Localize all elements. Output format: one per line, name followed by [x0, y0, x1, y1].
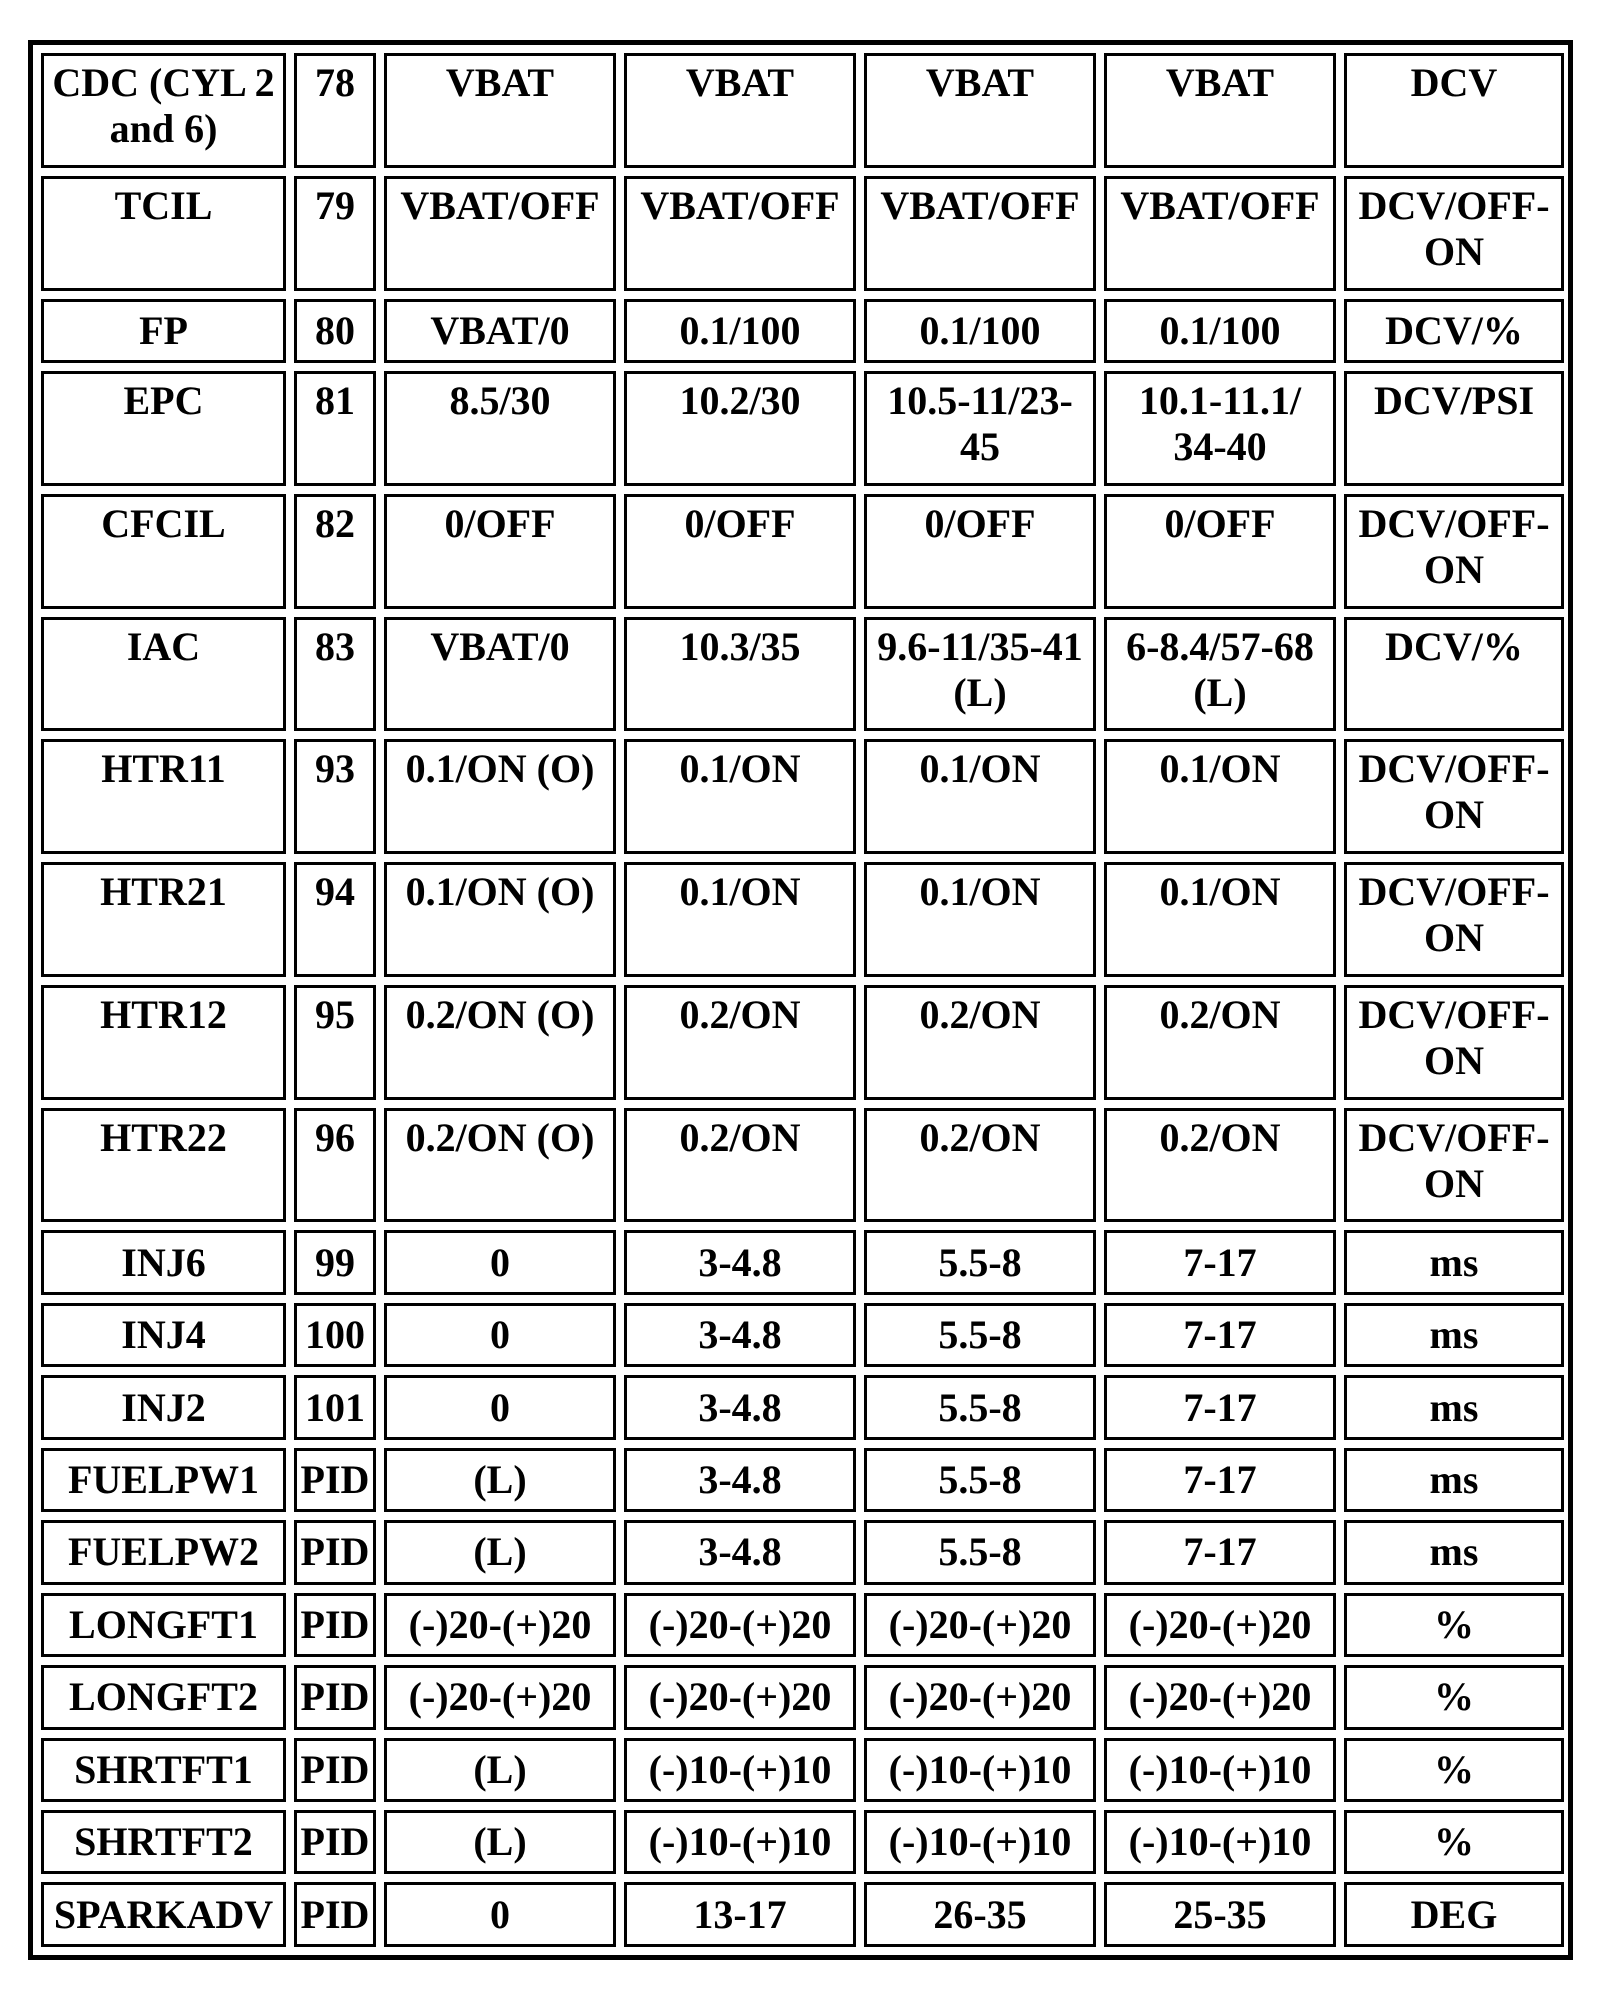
pin-cell: 79 [294, 176, 376, 291]
value-cell: 6-8.4/57-68 (L) [1104, 617, 1336, 732]
value-cell: 0.2/ON [864, 1108, 1096, 1223]
table-row [41, 299, 1564, 363]
data-table [33, 45, 1572, 1955]
value-cell: (L) [384, 1738, 616, 1802]
table-row [41, 1882, 1564, 1947]
value-cell: 0.2/ON [1104, 985, 1336, 1100]
pin-cell: PID [294, 1738, 376, 1802]
table-row [41, 985, 1564, 1100]
value-cell: 10.5-11/23-45 [864, 371, 1096, 486]
pin-cell: 95 [294, 985, 376, 1100]
value-cell: 8.5/30 [384, 371, 616, 486]
value-cell: 0/OFF [624, 494, 856, 609]
signal-cell: INJ2 [41, 1375, 286, 1439]
signal-cell: HTR11 [41, 739, 286, 854]
signal-cell: LONGFT2 [41, 1665, 286, 1729]
signal-cell: INJ4 [41, 1303, 286, 1367]
pin-cell: 82 [294, 494, 376, 609]
value-cell: 3-4.8 [624, 1520, 856, 1584]
value-cell: 13-17 [624, 1882, 856, 1947]
unit-cell: DCV/OFF-ON [1344, 494, 1564, 609]
unit-cell: DCV/OFF-ON [1344, 862, 1564, 977]
value-cell: 0.2/ON [624, 985, 856, 1100]
value-cell: 3-4.8 [624, 1448, 856, 1512]
value-cell: 0.2/ON [864, 985, 1096, 1100]
signal-cell: FP [41, 299, 286, 363]
table-row [41, 739, 1564, 854]
value-cell: 0.1/ON [624, 739, 856, 854]
value-cell: (-)10-(+)10 [864, 1810, 1096, 1874]
value-cell: (-)10-(+)10 [624, 1738, 856, 1802]
value-cell: (L) [384, 1810, 616, 1874]
value-cell: (-)10-(+)10 [1104, 1810, 1336, 1874]
value-cell: 0.2/ON [624, 1108, 856, 1223]
value-cell: 7-17 [1104, 1303, 1336, 1367]
value-cell: 0.1/ON [864, 739, 1096, 854]
value-cell: 5.5-8 [864, 1303, 1096, 1367]
table-row [41, 1108, 1564, 1223]
pin-cell: 80 [294, 299, 376, 363]
unit-cell: DCV/OFF-ON [1344, 1108, 1564, 1223]
signal-cell: EPC [41, 371, 286, 486]
value-cell: 10.1-11.1/ 34-40 [1104, 371, 1336, 486]
unit-cell: DCV/OFF-ON [1344, 739, 1564, 854]
value-cell: 5.5-8 [864, 1375, 1096, 1439]
value-cell: (-)10-(+)10 [1104, 1738, 1336, 1802]
value-cell: 3-4.8 [624, 1303, 856, 1367]
unit-cell: DCV/OFF-ON [1344, 176, 1564, 291]
pin-cell: 93 [294, 739, 376, 854]
signal-cell: HTR21 [41, 862, 286, 977]
unit-cell: % [1344, 1738, 1564, 1802]
value-cell: 0 [384, 1230, 616, 1294]
unit-cell: % [1344, 1665, 1564, 1729]
value-cell: (-)20-(+)20 [624, 1593, 856, 1657]
value-cell: 0.1/ON [624, 862, 856, 977]
value-cell: VBAT/OFF [1104, 176, 1336, 291]
signal-cell: FUELPW1 [41, 1448, 286, 1512]
pin-cell: 101 [294, 1375, 376, 1439]
value-cell: 0.1/ON (O) [384, 739, 616, 854]
value-cell: VBAT/0 [384, 617, 616, 732]
pin-cell: PID [294, 1448, 376, 1512]
value-cell: (-)20-(+)20 [864, 1665, 1096, 1729]
pin-cell: PID [294, 1520, 376, 1584]
value-cell: VBAT/OFF [864, 176, 1096, 291]
value-cell: 10.3/35 [624, 617, 856, 732]
value-cell: 0 [384, 1303, 616, 1367]
signal-cell: SHRTFT1 [41, 1738, 286, 1802]
value-cell: 0.2/ON [1104, 1108, 1336, 1223]
unit-cell: ms [1344, 1230, 1564, 1294]
table-row [41, 1375, 1564, 1439]
value-cell: 10.2/30 [624, 371, 856, 486]
value-cell: (-)10-(+)10 [624, 1810, 856, 1874]
pin-cell: PID [294, 1593, 376, 1657]
value-cell: 0.1/ON [1104, 862, 1336, 977]
value-cell: 7-17 [1104, 1230, 1336, 1294]
value-cell: VBAT [624, 53, 856, 168]
unit-cell: % [1344, 1810, 1564, 1874]
table-row [41, 1738, 1564, 1802]
pin-cell: PID [294, 1665, 376, 1729]
value-cell: 3-4.8 [624, 1230, 856, 1294]
table-row [41, 862, 1564, 977]
value-cell: VBAT [864, 53, 1096, 168]
value-cell: (-)20-(+)20 [1104, 1593, 1336, 1657]
value-cell: 0.2/ON (O) [384, 985, 616, 1100]
signal-cell: FUELPW2 [41, 1520, 286, 1584]
pin-cell: PID [294, 1882, 376, 1947]
signal-cell: HTR22 [41, 1108, 286, 1223]
value-cell: 0/OFF [384, 494, 616, 609]
table-row [41, 1303, 1564, 1367]
value-cell: 5.5-8 [864, 1520, 1096, 1584]
table-row [41, 1665, 1564, 1729]
value-cell: VBAT/OFF [384, 176, 616, 291]
value-cell: (-)20-(+)20 [1104, 1665, 1336, 1729]
table-row [41, 1448, 1564, 1512]
pin-cell: 83 [294, 617, 376, 732]
unit-cell: DEG [1344, 1882, 1564, 1947]
value-cell: (-)20-(+)20 [624, 1665, 856, 1729]
signal-cell: TCIL [41, 176, 286, 291]
value-cell: 7-17 [1104, 1520, 1336, 1584]
unit-cell: DCV/% [1344, 299, 1564, 363]
pin-cell: 96 [294, 1108, 376, 1223]
value-cell: (-)20-(+)20 [384, 1665, 616, 1729]
value-cell: 0.1/ON (O) [384, 862, 616, 977]
value-cell: (-)20-(+)20 [864, 1593, 1096, 1657]
unit-cell: ms [1344, 1448, 1564, 1512]
table-row [41, 1593, 1564, 1657]
value-cell: 0 [384, 1375, 616, 1439]
value-cell: 0.1/100 [864, 299, 1096, 363]
signal-cell: LONGFT1 [41, 1593, 286, 1657]
signal-cell: SPARKADV [41, 1882, 286, 1947]
value-cell: 9.6-11/35-41 (L) [864, 617, 1096, 732]
pin-cell: 81 [294, 371, 376, 486]
value-cell: VBAT/0 [384, 299, 616, 363]
value-cell: (-)20-(+)20 [384, 1593, 616, 1657]
table-row [41, 1230, 1564, 1294]
value-cell: (L) [384, 1448, 616, 1512]
signal-cell: SHRTFT2 [41, 1810, 286, 1874]
value-cell: 5.5-8 [864, 1230, 1096, 1294]
table-row [41, 1520, 1564, 1584]
value-cell: 0 [384, 1882, 616, 1947]
pin-cell: PID [294, 1810, 376, 1874]
unit-cell: DCV/% [1344, 617, 1564, 732]
value-cell: VBAT/OFF [624, 176, 856, 291]
value-cell: 0.1/ON [1104, 739, 1336, 854]
value-cell: VBAT [1104, 53, 1336, 168]
unit-cell: DCV/OFF-ON [1344, 985, 1564, 1100]
table-row [41, 1810, 1564, 1874]
value-cell: (L) [384, 1520, 616, 1584]
signal-cell: HTR12 [41, 985, 286, 1100]
unit-cell: DCV [1344, 53, 1564, 168]
value-cell: 3-4.8 [624, 1375, 856, 1439]
signal-cell: CFCIL [41, 494, 286, 609]
value-cell: VBAT [384, 53, 616, 168]
value-cell: 0.1/100 [1104, 299, 1336, 363]
unit-cell: ms [1344, 1303, 1564, 1367]
value-cell: 0/OFF [864, 494, 1096, 609]
table-row [41, 494, 1564, 609]
unit-cell: ms [1344, 1375, 1564, 1439]
signal-cell: IAC [41, 617, 286, 732]
value-cell: 26-35 [864, 1882, 1096, 1947]
value-cell: (-)10-(+)10 [864, 1738, 1096, 1802]
unit-cell: DCV/PSI [1344, 371, 1564, 486]
signal-cell: CDC (CYL 2 and 6) [41, 53, 286, 168]
unit-cell: % [1344, 1593, 1564, 1657]
value-cell: 5.5-8 [864, 1448, 1096, 1512]
table-row [41, 371, 1564, 486]
value-cell: 7-17 [1104, 1448, 1336, 1512]
value-cell: 0.1/ON [864, 862, 1096, 977]
diagnostic-values-table [28, 40, 1573, 1960]
table-row [41, 176, 1564, 291]
pin-cell: 78 [294, 53, 376, 168]
value-cell: 0/OFF [1104, 494, 1336, 609]
table-row [41, 617, 1564, 732]
value-cell: 0.1/100 [624, 299, 856, 363]
pin-cell: 99 [294, 1230, 376, 1294]
pin-cell: 100 [294, 1303, 376, 1367]
table-body [41, 53, 1564, 1947]
value-cell: 7-17 [1104, 1375, 1336, 1439]
pin-cell: 94 [294, 862, 376, 977]
signal-cell: INJ6 [41, 1230, 286, 1294]
value-cell: 0.2/ON (O) [384, 1108, 616, 1223]
table-row [41, 53, 1564, 168]
unit-cell: ms [1344, 1520, 1564, 1584]
value-cell: 25-35 [1104, 1882, 1336, 1947]
